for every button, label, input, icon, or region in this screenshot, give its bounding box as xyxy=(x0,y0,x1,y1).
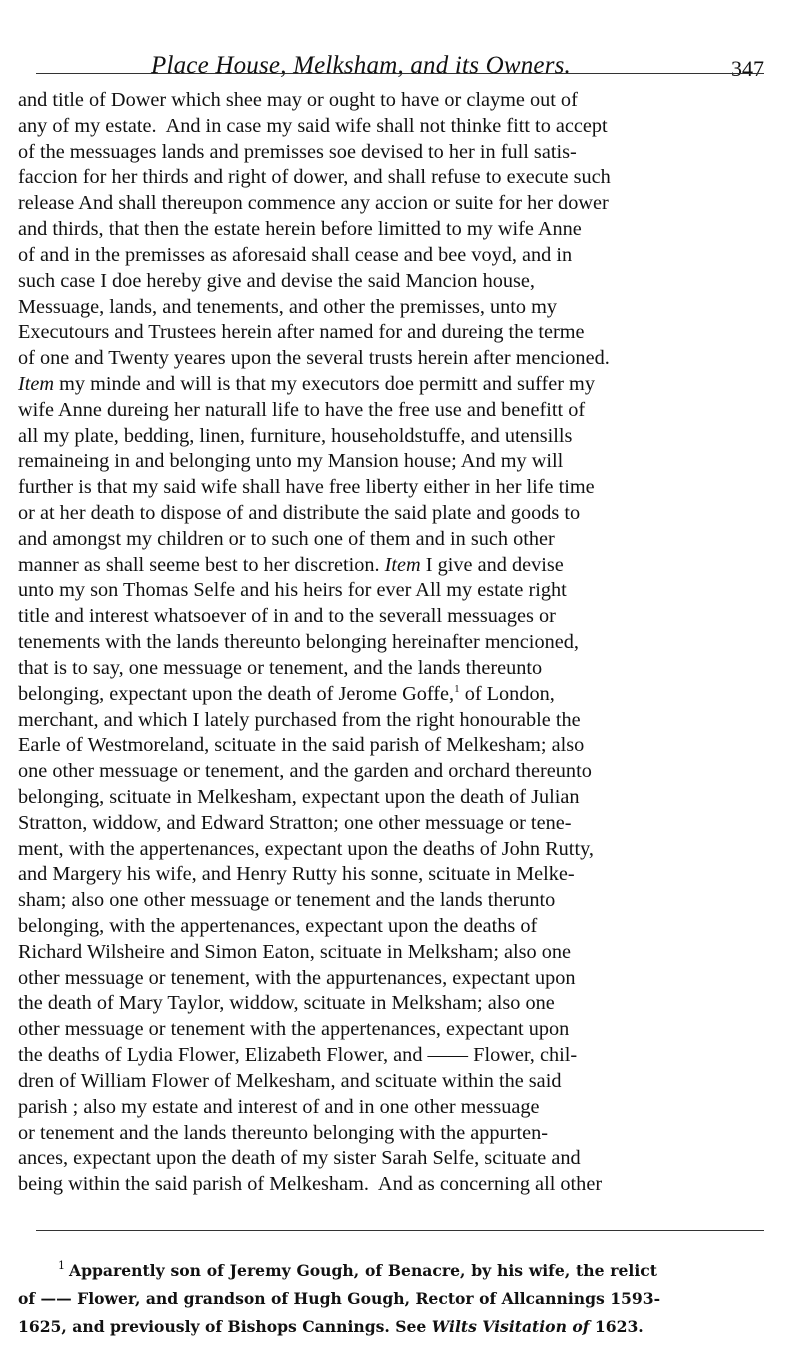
running-title: Place House, Melksham, and its Owners. xyxy=(150,52,572,79)
body-text xyxy=(18,88,766,1198)
text-line: Earle of Westmoreland, scituate in the said parish of Melkesham; also xyxy=(18,734,585,757)
footnote-marker: 1 xyxy=(58,1259,65,1272)
text-line: and title of Dower which shee may or ought to have or clayme out of xyxy=(18,89,578,111)
text-line: of and in the premisses as aforesaid shall cease and bee voyd, and in xyxy=(18,243,573,266)
footnote-line: $^1$ Apparently son of Jeremy Gough, of Benacre, by his wife, the relict xyxy=(58,1259,657,1280)
text-line: one other messuage or tenement, and the garden and orchard thereunto xyxy=(18,760,592,783)
footnote-line: 1625, and previously of Bishops Cannings. See Wilts Visitation of 1623. xyxy=(18,1317,644,1336)
footnote-rule xyxy=(36,1230,764,1231)
text-line: belonging, expectant upon the death of Jerome Goffe,$^1$ of London, xyxy=(18,682,555,705)
text-line: title and interest whatsoever of in and to the severall messuages or xyxy=(18,605,556,628)
text-line: being within the said parish of Melkesham. And as concerning all other xyxy=(18,1173,603,1196)
text-line: manner as shall seeme best to her discretion. Item I give and devise xyxy=(18,553,564,576)
text-line: faccion for her thirds and right of dower, and shall refuse to execute such xyxy=(18,166,611,189)
text-line: Messuage, lands, and tenements, and other the premisses, unto my xyxy=(18,295,558,318)
text-line: unto my son Thomas Selfe and his heirs for ever All my estate right xyxy=(18,579,567,602)
text-line: merchant, and which I lately purchased from the right honourable the xyxy=(18,708,581,731)
text-line: all my plate, bedding, linen, furniture, householdstuffe, and utensills xyxy=(18,424,573,447)
text-line: belonging, with the appertenances, expectant upon the deaths of xyxy=(18,915,538,937)
text-line: Executours and Trustees herein after named for and dureing the terme xyxy=(18,321,585,344)
text-line: that is to say, one messuage or tenement, and the lands thereunto xyxy=(18,656,543,679)
text-line: tenements with the lands thereunto belonging hereinafter mencioned, xyxy=(18,631,579,654)
text-line: and amongst my children or to such one of them and in such other xyxy=(18,527,555,550)
text-line: belonging, scituate in Melkesham, expectant upon the death of Julian xyxy=(18,785,580,808)
footnote-line: of —— Flower, and grandson of Hugh Gough, Rector of Allcannings 1593- xyxy=(18,1289,661,1308)
text-line: sham; also one other messuage or tenement and the lands therunto xyxy=(18,889,556,912)
text-line: and Margery his wife, and Henry Rutty his sonne, scituate in Melke- xyxy=(18,863,575,886)
text-line: of the messuages lands and premisses soe devised to her in full satis- xyxy=(18,140,577,163)
text-line: Richard Wilsheire and Simon Eaton, scituate in Melksham; also one xyxy=(18,940,572,963)
text-line: Stratton, widdow, and Edward Stratton; one other messuage or tene- xyxy=(18,811,572,834)
page-number: 347 xyxy=(731,56,764,81)
page-header xyxy=(36,44,764,84)
text-line: of one and Twenty yeares upon the several trusts herein after mencioned. xyxy=(18,347,610,370)
text-line: wife Anne dureing her naturall life to have the free use and benefitt of xyxy=(18,398,586,421)
text-line: other messuage or tenement with the appertenances, expectant upon xyxy=(18,1018,570,1041)
text-line: the deaths of Lydia Flower, Elizabeth Flower, and —— Flower, chil- xyxy=(18,1044,578,1067)
text-line: other messuage or tenement, with the appurtenances, expectant upon xyxy=(18,966,576,989)
text-line: Item my minde and will is that my executors doe permitt and suffer my xyxy=(18,372,595,395)
text-line: or tenement and the lands thereunto belonging with the appurten- xyxy=(18,1121,548,1144)
footnote-italic-title: Wilts Visitation of xyxy=(431,1317,590,1336)
text-line: remaineing in and belonging unto my Mansion house; And my will xyxy=(18,450,564,473)
item-italic: Item xyxy=(384,553,421,576)
text-line: dren of William Flower of Melkesham, and scituate within the said xyxy=(18,1069,562,1092)
text-line: such case I doe hereby give and devise the said Mancion house, xyxy=(18,269,536,292)
text-line: release And shall thereupon commence any accion or suite for her dower xyxy=(18,192,609,215)
text-line: and thirds, that then the estate herein before limitted to my wife Anne xyxy=(18,218,582,241)
footnotes xyxy=(18,1257,766,1341)
text-line: ances, expectant upon the death of my sister Sarah Selfe, scituate and xyxy=(18,1147,581,1170)
text-line: or at her death to dispose of and distribute the said plate and goods to xyxy=(18,502,581,524)
text-line: further is that my said wife shall have free liberty either in her life time xyxy=(18,476,595,499)
text-line: ment, with the appertenances, expectant upon the deaths of John Rutty, xyxy=(18,837,594,860)
footnote-reference[interactable]: 1 xyxy=(454,682,460,695)
text-line: any of my estate. And in case my said wife shall not thinke fitt to accept xyxy=(18,114,608,137)
item-italic: Item xyxy=(18,372,55,395)
text-line: parish ; also my estate and interest of and in one other messuage xyxy=(18,1095,540,1118)
header-rule xyxy=(36,73,764,74)
text-line: the death of Mary Taylor, widdow, scituate in Melksham; also one xyxy=(18,992,555,1015)
